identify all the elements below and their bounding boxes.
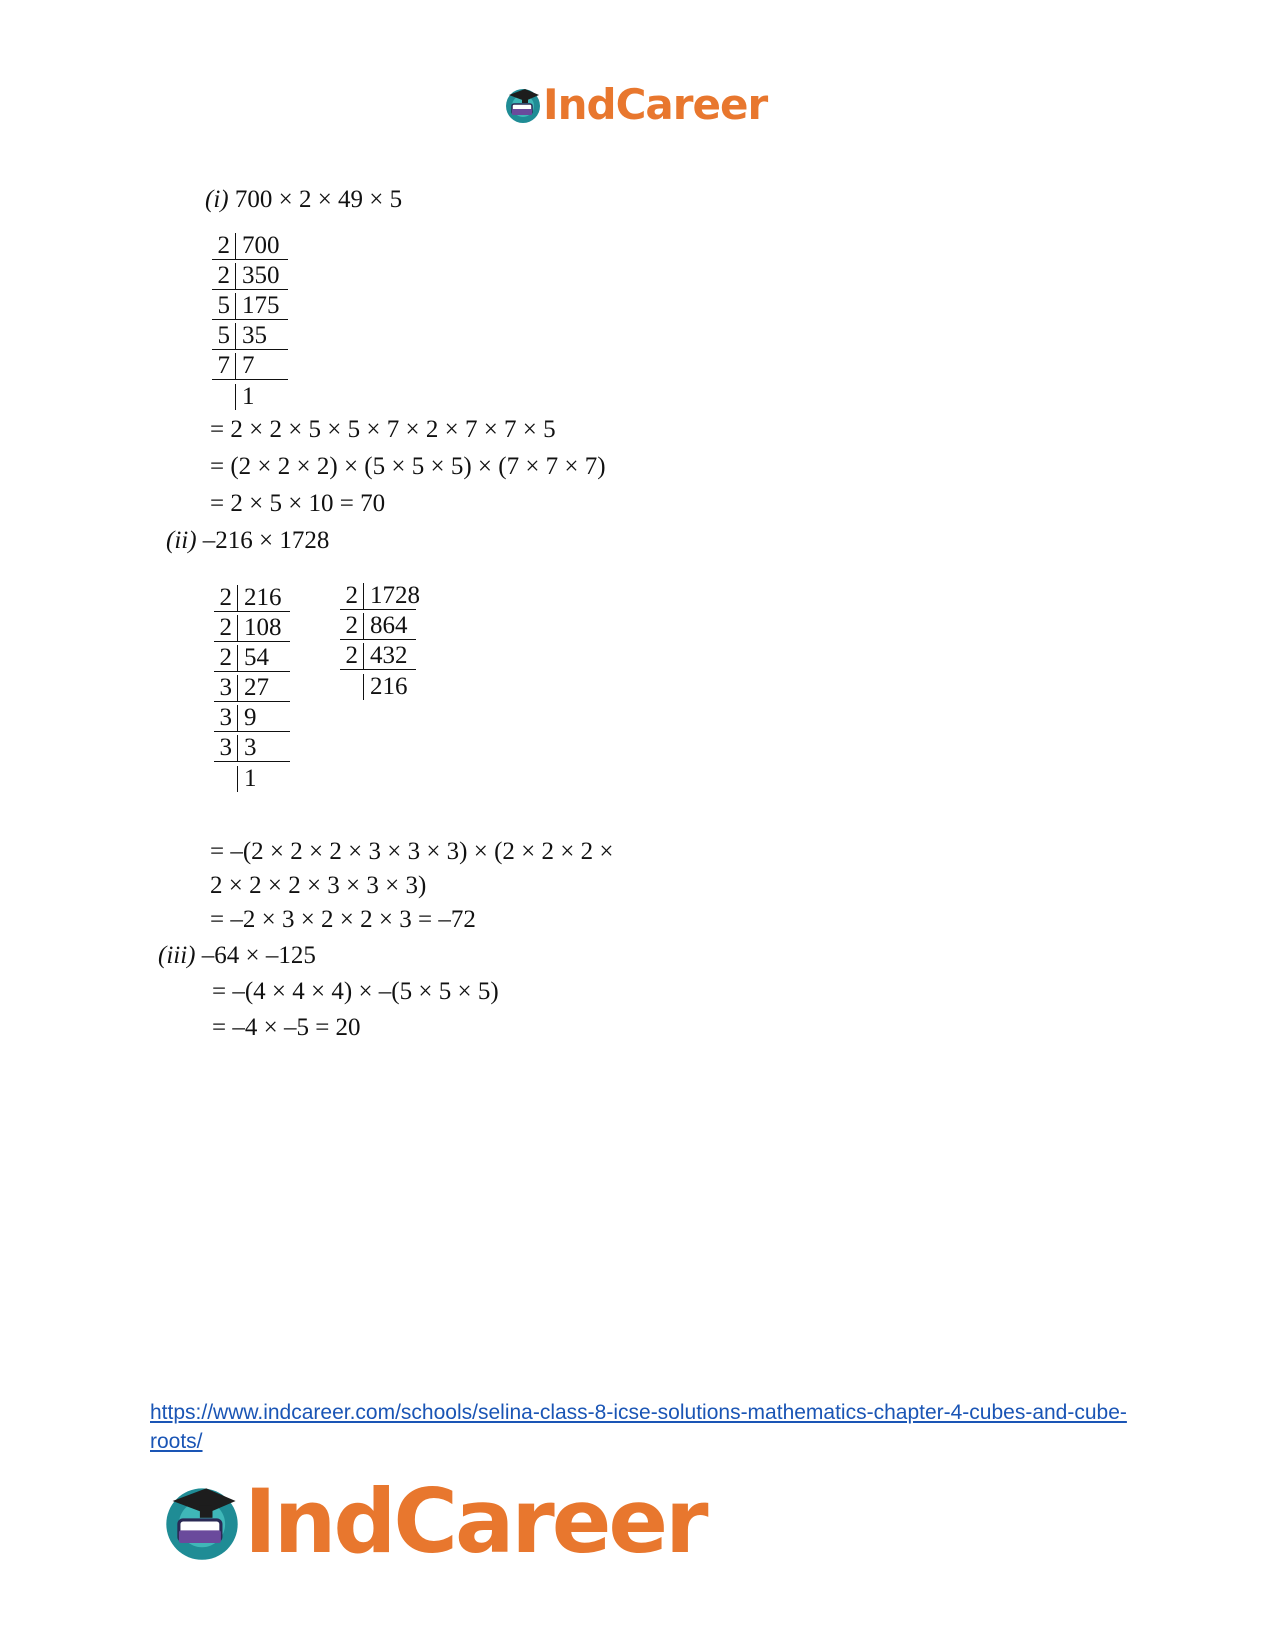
part-ii-ladder-1728-row [340, 670, 416, 700]
part-ii-ladder-216-divisor: 2 [214, 585, 237, 612]
part-ii-ladder-216-row [214, 582, 290, 612]
part-i-ladder-quotient: 1 [235, 384, 288, 410]
part-ii-ladder-1728-row [340, 580, 420, 610]
part-ii-ladder-216-divisor: 3 [214, 705, 237, 732]
part-ii-ladder-216 [214, 582, 290, 792]
part-ii-ladder-1728-row [340, 610, 416, 640]
part-ii-ladder-216-divisor: 3 [214, 675, 237, 702]
part-ii-ladder-216-quotient: 3 [237, 735, 290, 762]
part-iii-step-1: = –(4 × 4 × 4) × –(5 × 5 × 5) [212, 978, 499, 1005]
part-ii-expression: –216 × 1728 [202, 527, 330, 554]
part-ii-ladder-1728-quotient: 1728 [363, 583, 416, 610]
graduation-cap-book-icon [160, 1480, 244, 1564]
source-link[interactable]: https://www.indcareer.com/schools/selina-class-8-icse-solutions-mathematics-chapter-4-cubes-and-cube-roots/ [150, 1401, 1127, 1453]
part-i-ladder-quotient: 700 [235, 233, 288, 260]
part-i-ladder-quotient: 35 [235, 323, 288, 350]
part-i-ladder-divisor: 5 [212, 323, 235, 350]
part-i-ladder-divisor: 2 [212, 233, 235, 260]
part-ii-ladder-216-quotient: 1 [237, 766, 290, 792]
part-i-ladder-divisor: 7 [212, 353, 235, 380]
part-i-ladder-divisor: 5 [212, 293, 235, 320]
part-ii-ladder-216-quotient: 108 [237, 615, 290, 642]
part-ii-ladder-1728-divisor: 2 [340, 583, 363, 610]
part-ii-ladder-1728-quotient: 432 [363, 643, 416, 670]
part-i-expression: 700 × 2 × 49 × 5 [234, 186, 403, 213]
part-ii-ladder-1728-row [340, 640, 416, 670]
part-ii-label: (ii) [166, 527, 197, 554]
part-ii-ladder-1728 [340, 580, 420, 700]
part-ii-ladder-1728-quotient: 864 [363, 613, 416, 640]
part-ii-step-1: = –(2 × 2 × 2 × 3 × 3 × 3) × (2 × 2 × 2 × [210, 838, 614, 865]
part-ii-ladder-216-quotient: 54 [237, 645, 290, 672]
part-ii-step-2: 2 × 2 × 2 × 3 × 3 × 3) [210, 872, 427, 899]
part-i-ladder-quotient: 350 [235, 263, 288, 290]
part-i-step-2: = (2 × 2 × 2) × (5 × 5 × 5) × (7 × 7 × 7) [210, 453, 606, 480]
part-ii-ladder-216-quotient: 27 [237, 675, 290, 702]
part-i-ladder-row [212, 260, 288, 290]
part-ii-ladder-216-divisor: 3 [214, 735, 237, 762]
part-i-ladder-quotient: 175 [235, 293, 288, 320]
footer-logo [160, 1470, 706, 1573]
part-ii-ladder-216-quotient: 216 [237, 585, 290, 612]
part-ii-ladder-216-divisor: 2 [214, 615, 237, 642]
part-i-label: (i) [205, 186, 229, 213]
part-ii-ladder-216-row [214, 732, 290, 762]
part-ii-ladder-216-row [214, 702, 290, 732]
part-ii-ladder-216-row [214, 612, 290, 642]
part-ii-ladder-216-row [214, 642, 290, 672]
part-ii-heading [166, 527, 329, 555]
part-ii-ladder-1728-divisor: 2 [340, 613, 363, 640]
part-i-step-3: = 2 × 5 × 10 = 70 [210, 490, 386, 517]
part-iii-label: (iii) [158, 942, 196, 969]
graduation-cap-book-icon [503, 85, 543, 125]
part-i-ladder-quotient: 7 [235, 353, 288, 380]
part-iii-expression: –64 × –125 [201, 942, 316, 969]
part-ii-step-3: = –2 × 3 × 2 × 2 × 3 = –72 [210, 906, 476, 933]
brand-name: IndCareer [244, 1470, 706, 1573]
part-i-ladder-row [212, 290, 288, 320]
brand-name: IndCareer [543, 80, 768, 129]
part-ii-ladder-1728-quotient: 216 [363, 674, 416, 700]
part-i-ladder-row [212, 320, 288, 350]
part-i-heading [205, 186, 402, 214]
part-i-division-ladder [212, 230, 288, 410]
part-iii-step-2: = –4 × –5 = 20 [212, 1014, 361, 1041]
part-ii-ladder-216-row [214, 762, 290, 792]
part-iii-heading [158, 942, 316, 970]
part-i-ladder-row [212, 380, 288, 410]
part-ii-ladder-216-divisor: 2 [214, 645, 237, 672]
part-i-step-1: = 2 × 2 × 5 × 5 × 7 × 2 × 7 × 7 × 5 [210, 416, 556, 443]
part-i-ladder-divisor: 2 [212, 263, 235, 290]
part-ii-ladder-1728-divisor: 2 [340, 643, 363, 670]
part-ii-ladder-216-quotient: 9 [237, 705, 290, 732]
part-i-ladder-row [212, 350, 288, 380]
header-logo [503, 80, 767, 129]
part-i-ladder-row [212, 230, 288, 260]
part-ii-ladder-216-row [214, 672, 290, 702]
